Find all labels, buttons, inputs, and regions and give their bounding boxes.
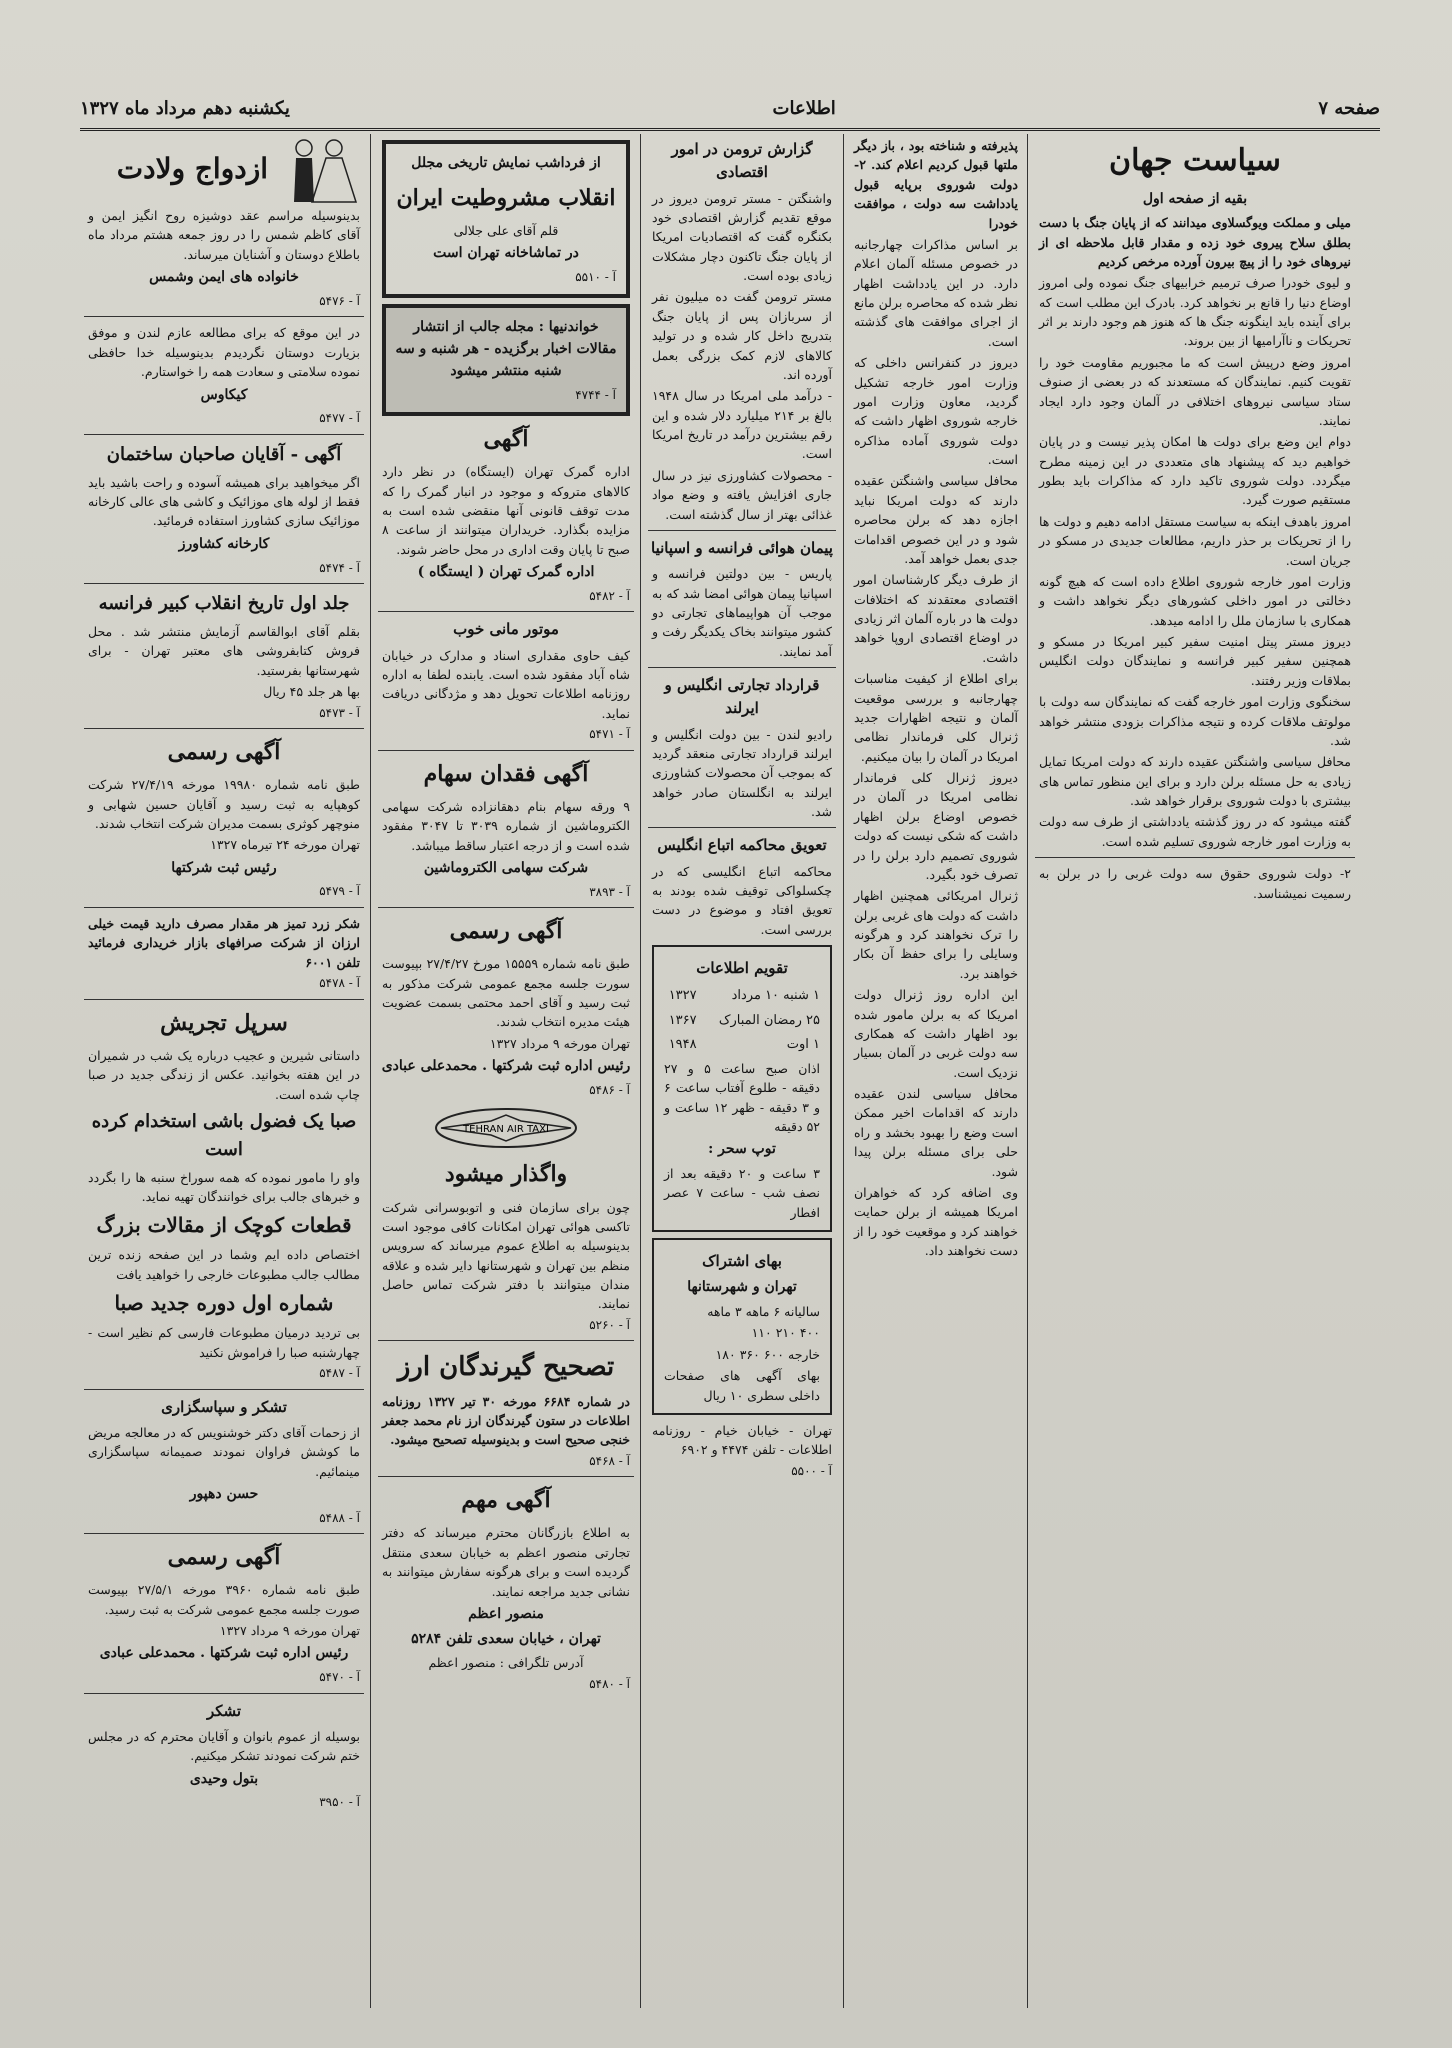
column-rule — [370, 134, 371, 2008]
ad-text: طبق نامه شماره ۳۹۶۰ مورخه ۲۷/۵/۱ بپیوست صورت جلسه مجمع عمومی شرکت به ثبت رسید. — [88, 1582, 360, 1617]
calendar-row: ۱ شنبه ۱۰ مرداد ۱۳۲۷ — [668, 988, 820, 1004]
air-pact-text: پاریس - بین دولتین فرانسه و اسپانیا پیمان هوائی امضا شد که به موجب آن هواپیماهای تجارتی دو کشور میتوانند بخاک یکدیگر رفت و آمد نمایند. — [652, 566, 832, 659]
ad-signature: حسن دهپور — [189, 1485, 259, 1502]
ad-title: صبا یک فضول باشی استخدام کرده است — [91, 1110, 357, 1160]
paragraph: محافل سیاسی واشنگتن عقیده دارند که دولت امریکا نباید اجازه دهد که برلن محاصره شود و در این خصوص اقدامات جدی بعمل خواهد آمد. — [854, 473, 1018, 566]
ad-text: اداره گمرک تهران (ایستگاه) در نظر دارد کالاهای متروکه و موجود در انبار گمرک را که مدت توقف قانونی آنها منقضی شده است به مزایده بگذارد. خریداران میتوانند از ساعت ۸ صبح تا پایان وقت اداری در محل حاضر شوند. — [382, 464, 630, 557]
paragraph: سخنگوی وزارت امور خارجه گفت که نمایندگان سه دولت با مولوتف ملاقات کرده و نتیجه مذاکرات بزودی منتشر خواهد شد. — [1039, 694, 1351, 748]
ad-code: آ - ۵۲۶۰ — [589, 1317, 630, 1332]
ad-code: آ - ۵۴۷۷ — [319, 411, 360, 426]
paragraph: این اداره روز ژنرال دولت امریکا که به برلن مامور شده بود اظهار داشت که همکاری سه دولت غربی در آلمان بسیار نزدیک است. — [854, 987, 1018, 1080]
ad-date: تهران مورخه ۹ مرداد ۱۳۲۷ — [219, 1623, 360, 1639]
ad-title: آگهی رسمی — [167, 1544, 281, 1571]
report-paragraph: - درآمد ملی امریکا در سال ۱۹۴۸ بالغ بر ۲۱۴ میلیارد دلار شده و این رقم بیشترین درآمد در تاریخ امریکا است. — [652, 388, 832, 462]
subscription-row: خارجه ۶۰۰ ۳۶۰ ۱۸۰ — [715, 1346, 820, 1362]
ad-title: آگهی رسمی — [449, 918, 563, 945]
magazine-ad — [382, 304, 630, 416]
paragraph: دیروز مستر پیتل امنیت سفیر کبیر امریکا در مسکو و همچنین سفیر کبیر فرانسه و نمایندگان دولت انگلیس بملاقات وزیر رفتند. — [1039, 634, 1351, 688]
paragraph: محافل سیاسی واشنگتن عقیده دارند که دولت امریکا تمایل زیادی به حل مسئله برلن دارد و برای این منظور تماس های بیشتری با دولت شوروی برقرار خواهد شد. — [1039, 754, 1351, 809]
ad-code: آ - ۵۴۷۶ — [319, 293, 360, 308]
ad-code: آ - ۵۴۷۳ — [319, 705, 360, 720]
ad-signature: اداره گمرک تهران ( ایستگاه ) — [417, 564, 595, 581]
calendar-box — [652, 945, 832, 1232]
issue-date: یکشنبه دهم مرداد ماه ۱۳۲۷ — [80, 97, 290, 119]
wings-icon — [431, 1105, 581, 1151]
ad-title: آگهی - آقایان صاحبان ساختمان — [106, 443, 342, 465]
section-title: سیاست جهان — [1109, 143, 1281, 178]
paragraph: گفته میشود که در روز گذشته یادداشتی از طرف سه دولت به وزارت امور خارجه شوروی تسلیم شده است. — [1039, 814, 1351, 849]
ad-text: واو را مامور نموده که همه سوراخ سنبه ها را بگردد و خبرهای جالب برای خوانندگان تهیه نماید. — [88, 1169, 360, 1205]
paragraph: وی اضافه کرد که خواهران امریکا همیشه از برلن حمایت خواهند کرد و موقعیت خود را از دست نخواهند داد. — [854, 1184, 1018, 1258]
wedding-title: ازدواج ولادت — [116, 152, 268, 186]
delay-text: محاکمه اتباع انگلیسی که در چکسلواکی توقیف شده بودند به تعویق افتاد و موضوع در دست بررسی است. — [652, 863, 832, 937]
ad-title: آگهی فقدان سهام — [423, 760, 589, 787]
paragraph: دوام این وضع برای دولت ها امکان پذیر نیست و در پایان خواهیم دید که پیشنهاد های متعددی در این زمینه مطرح میگردد. دولت شوروی تاکید دارد که مذاکرات باید بطور مستقیم صورت گیرد. — [1039, 434, 1351, 508]
paragraph: برای اطلاع از کیفیت مناسبات چهارجانبه و بررسی موقعیت آلمان و نتیجه اظهارات جدید ژنرال کلی فرماندار نظامی امریکا در آلمان را بیان میکنیم. — [854, 671, 1018, 764]
ad-code: آ - ۵۴۸۶ — [589, 1082, 630, 1097]
paragraph: وزارت امور خارجه شوروی اطلاع داده است که هیچ گونه دخالتی در امور داخلی کشورهای دیگر نخواهد داشت و همکاری با سازمان ملل را ادامه میدهد. — [1039, 573, 1351, 628]
ad-text: طبق نامه شماره ۱۵۵۵۹ مورخ ۲۷/۴/۲۷ بپیوست سورت جلسه مجمع عمومی شرکت مذکور به ثبت رسید و آقای احمد محتمی بسمت عضویت هیئت مدیره انتخاب شدند. — [382, 956, 630, 1030]
column-rule — [843, 134, 844, 2008]
ad-text: داستانی شیرین و عجیب درباره یک شب در شمیران در این هفته بخوانید. عکس از زندگی جدید در صبا چاپ شده است. — [88, 1047, 360, 1102]
calendar-table — [660, 984, 824, 1056]
trade-text: رادیو لندن - بین دولت انگلیس و ایرلند قرارداد تجارتی منعقد گردید که بموجب آن محصولات کشاورزی ایرلند به انگلستان صادر خواهد شد. — [652, 726, 832, 819]
exhibit-ad — [382, 140, 630, 298]
ad-code: آ - ۵۴۸۲ — [589, 588, 630, 603]
column-politics-cont — [850, 134, 1022, 2008]
tup-text: ۳ ساعت و ۲۰ دقیقه بعد از نصف شب - ساعت ۷ عصر افطار — [664, 1165, 821, 1220]
air-taxi-emblem — [378, 1105, 634, 1151]
ad-signature: کیکاوس — [200, 386, 248, 403]
ad-title: موتور مانی خوب — [453, 620, 559, 639]
ad-address: آدرس تلگرافی : منصور اعظم — [428, 1655, 584, 1671]
ad-text: ۹ ورقه سهام بنام دهقانزاده شرکت سهامی الکتروماشین از شماره ۳۰۳۹ تا ۳۰۴۷ مفقود شده است و از درجه اعتبار ساقط میباشد. — [382, 798, 630, 853]
subscription-row: سالیانه ۶ ماهه ۳ ماهه — [707, 1304, 820, 1320]
ad-text: بوسیله از عموم بانوان و آقایان محترم که در مجلس ختم شرکت نمودند تشکر میکنیم. — [88, 1728, 360, 1764]
ad-signature: رئیس ثبت شرکتها — [171, 859, 277, 876]
lead-paragraph: میلی و مملکت ویوگسلاوی میدانند که از پایان جنگ با دست بطلق سلاح پیروی خود زده و مقدار قابل ملاحظه ای از نیروهای خود را از پیچ بیرون آورده مرخص کردیم — [1039, 215, 1351, 269]
ad-code: آ - ۵۴۷۸ — [319, 976, 360, 991]
ad-date: تهران مورخه ۲۴ تیرماه ۱۳۲۷ — [210, 837, 360, 853]
ad-title: آگهی — [483, 426, 529, 453]
report-title: گزارش ترومن در امور اقتصادی — [671, 140, 813, 182]
report-paragraph: مستر ترومن گفت ده میلیون نفر از سربازان پس از پایان جنگ بتدریج داخل کار شده و در تولید کالاهای لازم کمک بزرگی بعمل آورده اند. — [652, 289, 832, 382]
ad-code: آ - ۵۴۸۷ — [319, 1365, 360, 1380]
couple-icon — [274, 134, 364, 204]
ad-signature: خانواده های ایمن وشمس — [149, 269, 299, 286]
calendar-note: اذان صبح ساعت ۵ و ۲۷ دقیقه - طلوع آفتاب ساعت ۶ و ۳ دقیقه - ظهر ۱۲ ساعت و ۵۲ دقیقه — [664, 1060, 821, 1134]
ad-code: آ - ۵۴۸۰ — [589, 1676, 630, 1691]
exhibit-venue: در تماشاخانه تهران است — [433, 245, 579, 262]
paragraph: بر اساس مذاکرات چهارجانبه در خصوص مسئله آلمان اعلام دارد. در این یادداشت اظهار نظر شده که محاصره برلن مانع از اجرای موافقت های گذشته است. — [854, 236, 1018, 349]
delay-title: تعویق محاکمه اتباع انگلیس — [657, 836, 827, 855]
magazine-text: خواندنیها : مجله جالب از انتشار مقالات اخبار برگزیده - هر شنبه و سه شنبه منتشر میشود — [395, 319, 617, 379]
ad-text: شکر زرد تمیز هر مقدار مصرف دارید قیمت خیلی ارزان از شرکت صرافهای بازار خریداری فرمائید تلفن ۶۰۰۱ — [88, 915, 360, 970]
subscription-title: بهای اشتراک — [702, 1252, 782, 1271]
exhibit-line1: از فرداشب نمایش تاریخی مجلل — [411, 155, 601, 171]
column-news — [648, 134, 836, 2008]
ad-date: تهران مورخه ۹ مرداد ۱۳۲۷ — [489, 1035, 630, 1051]
ad-signature: رئیس اداره ثبت شرکتها . محمدعلی عبادی — [99, 1645, 349, 1662]
subscription-subtitle: تهران و شهرستانها — [687, 1279, 797, 1296]
paragraph: دیروز ژنرال کلی فرماندار نظامی امریکا در آلمان در خصوص اوضاع برلن اظهار داشت که شکی نیست که دولت شوروی تصمیم دارد برلن را در تصرف خود بگیرد. — [854, 770, 1018, 882]
address: تهران - خیابان خیام - روزنامه اطلاعات - تلفن ۴۴۷۴ و ۶۹۰۲ — [652, 1422, 832, 1458]
intro: پذیرفته و شناخته بود ، باز دیگر ملتها قبول کردیم اعلام کند. ۲- دولت شوروی برپایه قبول یادداشت سه دولت ، موافقت خودرا — [854, 138, 1018, 231]
ad-code: آ - ۵۴۷۱ — [589, 727, 630, 742]
ad-text: به اطلاع بازرگانان محترم میرساند که دفتر تجارتی منصور اعظم به خیابان سعدی منتقل گردیده است و برای هرگونه سفارش میتوانند به نشانی جدید مراجعه نمایند. — [382, 1525, 630, 1599]
ad-text: اختصاص داده ایم وشما در این صفحه زنده ترین مطالب جالب مطبوعات خارجی را خواهید یافت — [88, 1247, 360, 1282]
paragraph: محافل سیاسی لندن عقیده دارند که اقدامات اخیر ممکن است وضع را بهبود بخشد و راه حلی برای مسئله برلن پیدا شود. — [854, 1086, 1018, 1179]
ad-code: آ - ۳۸۹۳ — [589, 884, 630, 899]
ad-signature: بتول وحیدی — [189, 1770, 259, 1787]
paragraph: ژنرال امریکائی همچنین اظهار داشت که دولت های غربی برلن را ترک نخواهند کرد و هرگونه وسایلی را برای حفظ آن بکار خواهند برد. — [854, 888, 1018, 981]
ad-title: آگهی رسمی — [167, 739, 281, 766]
ad-title: قطعات کوچک از مقالات بزرگ — [96, 1213, 352, 1238]
column-ads-middle — [378, 134, 634, 2008]
ad-address: تهران ، خیابان سعدی تلفن ۵۲۸۴ — [411, 1630, 601, 1647]
ad-code: آ - ۳۹۵۰ — [319, 1795, 360, 1810]
page-header — [80, 88, 1380, 131]
calendar-title: تقویم اطلاعات — [696, 959, 788, 978]
ad-code: آ - ۵۵۰۰ — [791, 1463, 832, 1478]
ad-title: تشکر — [206, 1701, 242, 1720]
ad-title: واگذار میشود — [444, 1161, 568, 1188]
subscription-row: ۴۰۰ ۲۱۰ ۱۱۰ — [751, 1325, 820, 1341]
ad-title: تشکر و سپاسگزاری — [161, 1397, 287, 1416]
svg-text:TEHRAN AIR TAXI: TEHRAN AIR TAXI — [463, 1124, 549, 1136]
ad-title: شماره اول دوره جدید صبا — [114, 1291, 334, 1316]
footnote: ۲- دولت شوروی حقوق سه دولت غربی را در برلن به رسمیت نمیشناسد. — [1039, 866, 1351, 901]
air-pact-title: پیمان هوائی فرانسه و اسپانیا — [651, 538, 833, 557]
ad-text: طبق نامه شماره ۱۹۹۸۰ مورخه ۲۷/۴/۱۹ شرکت کوهپایه به ثبت رسید و آقایان حسین شهابی و منوچهر کوثری بسمت مدیران شرکت انتخاب شدند. — [88, 777, 360, 831]
paragraph: امروز وضع درپیش است که ما مجبوریم مقاومت خود را تقویت کنیم. نمایندگان که مستعدند که در بعضی از صنوف ستاد سیاسی نیروهای اختلافی در آلمان وجود دارد ایجاد نمایند. — [1039, 354, 1351, 428]
ad-title: سرپل تجریش — [160, 1009, 288, 1036]
column-rule — [1027, 134, 1028, 2008]
ad-text: چون برای سازمان فنی و اتوبوسرانی شرکت تاکسی هوائی تهران امکانات کافی موجود است بدینوسیله به اطلاع عموم میرساند که سرویس منظم بین تهران و شهرستانها دایر شده و علاقه مندان میتوانند با دفتر شرکت تماس حاصل نمایند. — [382, 1199, 630, 1312]
report-paragraph: واشنگتن - مستر ترومن دیروز در موقع تقدیم گزارش اقتصادی خود بکنگره گفت که اقتصادیات امریکا از پایان جنگ تاکنون دچار مشکلات زیادی بوده است. — [652, 190, 832, 283]
tup-title: توپ سحر : — [708, 1141, 776, 1158]
subscription-box — [652, 1238, 832, 1415]
paper-name: اطلاعات — [772, 97, 836, 119]
subscription-note: بهای آگهی های صفحات داخلی سطری ۱۰ ریال — [664, 1368, 820, 1403]
ad-signature: کارخانه کشاورز — [178, 535, 270, 552]
ad-code: آ - ۴۷۴۴ — [575, 387, 616, 402]
ad-text: در این موقع که برای مطالعه عازم لندن و موفق بزیارت دوستان نگردیدم بدینوسیله خدا حافظی نموده سلامتی و سعادت همه را خواستارم. — [88, 325, 360, 380]
ad-code: آ - ۵۴۷۴ — [319, 560, 360, 575]
column-rule — [640, 134, 641, 2008]
trade-title: قرارداد تجارتی انگلیس و ایرلند — [664, 676, 820, 718]
section-subtitle: بقیه از صفحه اول — [1142, 190, 1248, 207]
calendar-row: ۱ اوت ۱۹۴۸ — [668, 1036, 820, 1052]
ad-text: اگر میخواهید برای همیشه آسوده و راحت باشید باید فقط از لوله های موزائیک و کاشی های عالی کارخانه موزائیک سازی کشاورز استفاده فرمائید. — [88, 474, 360, 529]
ad-text: کیف حاوی مقداری اسناد و مدارک در خیابان شاه آباد مفقود شده است. یابنده لطفا به اداره روزنامه اطلاعات تحویل دهد و مژدگانی دریافت نماید. — [382, 647, 630, 721]
ad-code: آ - ۵۴۷۹ — [319, 884, 360, 899]
ad-signature: منصور اعظم — [468, 1605, 544, 1622]
ad-text: از زحمات آقای دکتر خوشنویس که در معالجه مریض ما کوشش فراوان نمودند صمیمانه سپاسگزاری مینمائیم. — [88, 1424, 360, 1479]
ad-signature: شرکت سهامی الکتروماشین — [423, 859, 589, 876]
ad-code: آ - ۵۵۱۰ — [575, 269, 616, 284]
paragraph: و لیوی خودرا صرف ترمیم خرابیهای جنگ نموده ولی امروز اوضاع دنیا را قانع بر نخواهد کرد. بادرک این مطلب است که برای آینده باید اینگونه جنگ ها که هنوز هم وجود دارند بر اثر تحریکات و ناآرامیها از بین بروند. — [1039, 275, 1351, 349]
ad-title: آگهی مهم — [461, 1487, 551, 1514]
ad-code: آ - ۵۴۸۸ — [319, 1510, 360, 1525]
paragraph: دیروز در کنفرانس داخلی که وزارت امور خارجه تشکیل گردید، معاون وزارت امور خارجه شوروی اظهار داشت که دولت شوروی آماده مذاکره است. — [854, 355, 1018, 467]
exhibit-title: انقلاب مشروطیت ایران — [396, 184, 616, 211]
paragraph: از طرف دیگر کارشناسان امور اقتصادی معتقدند که اختلافات دولت ها در باره آلمان اثر زیادی در اوضاع اقتصادی اروپا خواهد داشت. — [854, 572, 1018, 665]
report-paragraph: - محصولات کشاورزی نیز در سال جاری افزایش یافته و وضع مواد غذائی بهتر از سال گذشته است. — [652, 467, 832, 522]
wedding-header — [84, 134, 364, 204]
ad-signature: رئیس اداره ثبت شرکتها . محمدعلی عبادی — [381, 1058, 631, 1075]
ad-code: آ - ۵۴۷۰ — [319, 1670, 360, 1685]
page-number: صفحه ۷ — [1318, 97, 1380, 119]
ad-title: جلد اول تاریخ انقلاب کبیر فرانسه — [98, 593, 350, 615]
calendar-row: ۲۵ رمضان المبارک ۱۳۶۷ — [668, 1012, 820, 1028]
column-world-politics — [1035, 134, 1355, 2008]
ad-title: تصحیح گیرندگان ارز — [397, 1352, 615, 1383]
paragraph: امروز باهدف اینکه به سیاست مستقل ادامه دهیم و دولت ها را از تحریکات بر حذر داریم، مطالعات جدیدی در مسکو در جریان است. — [1039, 513, 1351, 568]
ad-text: در شماره ۶۶۸۴ مورخه ۳۰ تیر ۱۳۲۷ روزنامه اطلاعات در ستون گیرندگان ارز نام محمد جعفر خنجی صحیح است و بدینوسیله تصحیح میشود. — [382, 1393, 630, 1448]
exhibit-author: قلم آقای علی جلالی — [453, 222, 559, 238]
column-ads-left — [84, 134, 364, 2008]
ad-price: بها هر جلد ۴۵ ریال — [263, 684, 360, 700]
ad-text: بی تردید درمیان مطبوعات فارسی کم نظیر است - چهارشنبه صبا را فراموش نکنید — [88, 1325, 360, 1360]
ad-text: بدینوسیله مراسم عقد دوشیزه روح انگیز ایمن و آقای کاظم شمس را در روز جمعه هشتم مرداد ماه باطلاع دوستان و آشنایان میرساند. — [88, 208, 360, 262]
ad-code: آ - ۵۴۶۸ — [589, 1453, 630, 1468]
ad-text: بقلم آقای ابوالقاسم آزمایش منتشر شد . محل فروش کتابفروشی های معتبر تهران - برای شهرستانها بفرستید. — [88, 624, 360, 678]
